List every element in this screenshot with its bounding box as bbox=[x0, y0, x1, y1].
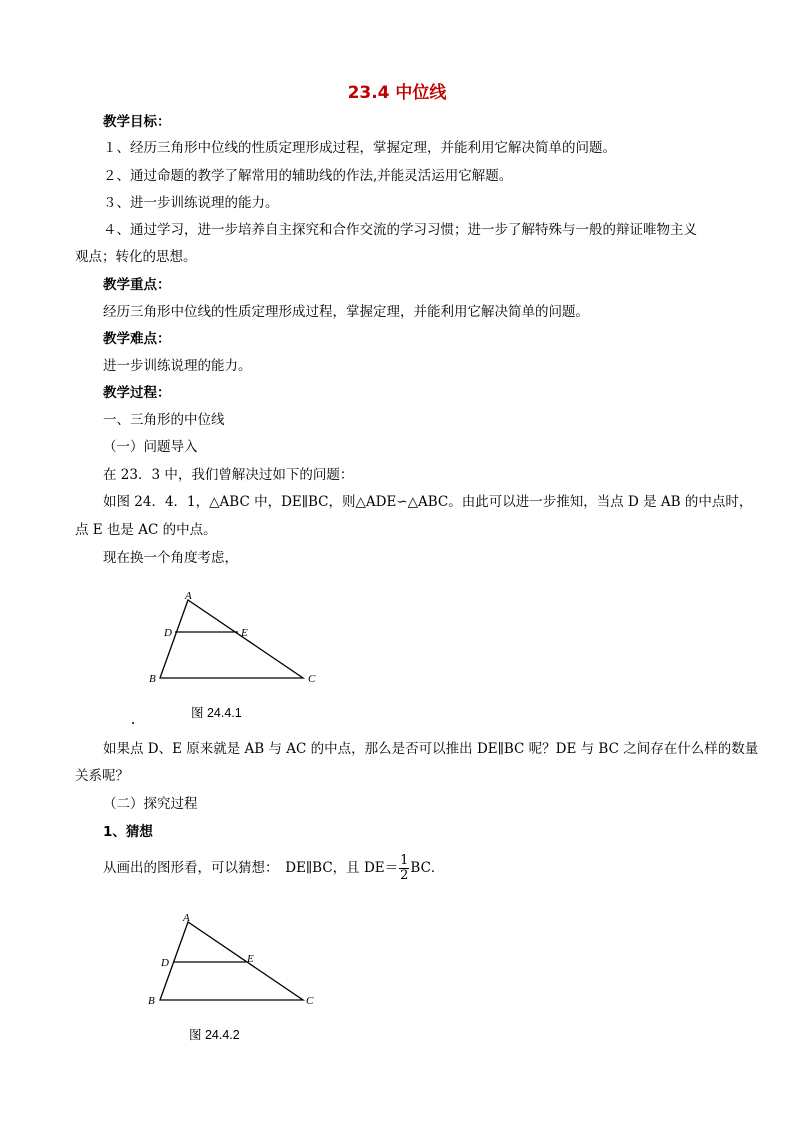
conjecture-suffix: BC． bbox=[410, 860, 445, 876]
key-heading: 教学重点： bbox=[103, 277, 171, 293]
label-d-2: D bbox=[161, 957, 169, 969]
figure-2-caption: 图 24.4.2 bbox=[189, 1028, 240, 1042]
difficulty-text: 进一步训练说理的能力。 bbox=[103, 358, 252, 374]
fraction-one-half bbox=[399, 854, 409, 883]
step-1-heading: 1、猜想 bbox=[103, 824, 153, 840]
subsection-2-heading: （二）探究过程 bbox=[103, 796, 198, 812]
paragraph-4-line-1: 如果点 D、E 原来就是 AB 与 AC 的中点，那么是否可以推出 DE∥BC 呢？DE 与 BC 之间存在什么样的数量 bbox=[103, 741, 759, 757]
stray-mark bbox=[132, 722, 134, 724]
paragraph-1: 在 23．3 中，我们曾解决过如下的问题： bbox=[103, 467, 354, 483]
section-1-heading: 一、三角形的中位线 bbox=[103, 412, 225, 428]
paragraph-2-line-1: 如图 24．4．1，△ABC 中，DE∥BC，则△ADE∽△ABC。由此可以进一步推知，当点 D 是 AB 的中点时， bbox=[103, 494, 753, 510]
page-title: 23.4 中位线 bbox=[347, 83, 447, 103]
fraction-numerator: 1 bbox=[400, 853, 409, 868]
objective-1: １、经历三角形中位线的性质定理形成过程，掌握定理，并能利用它解决简单的问题。 bbox=[103, 140, 616, 156]
subsection-1-heading: （一）问题导入 bbox=[103, 439, 198, 455]
objective-4: ４、通过学习，进一步培养自主探究和合作交流的学习习惯；进一步了解特殊与一般的辩证唯物主义 bbox=[103, 222, 697, 238]
difficulty-heading: 教学难点： bbox=[103, 331, 171, 347]
objective-4-continued: 观点；转化的思想。 bbox=[75, 249, 197, 265]
label-a: A bbox=[185, 590, 192, 602]
fraction-denominator: 2 bbox=[400, 868, 409, 883]
triangle-abc bbox=[160, 600, 303, 678]
figure-1-caption: 图 24.4.1 bbox=[191, 706, 242, 720]
label-b-2: B bbox=[148, 995, 155, 1007]
conjecture-line bbox=[103, 850, 444, 886]
process-heading: 教学过程： bbox=[103, 385, 171, 401]
label-c: C bbox=[308, 673, 316, 685]
label-d: D bbox=[164, 627, 172, 639]
objective-3: ３、进一步训练说理的能力。 bbox=[103, 195, 279, 211]
label-e-2: E bbox=[247, 953, 254, 965]
objective-2: ２、通过命题的教学了解常用的辅助线的作法,并能灵活运用它解题。 bbox=[103, 168, 513, 184]
label-a-2: A bbox=[183, 912, 190, 924]
paragraph-4-line-2: 关系呢？ bbox=[75, 768, 129, 784]
label-e: E bbox=[241, 627, 248, 639]
triangle-figure-2 bbox=[140, 907, 330, 1017]
label-b: B bbox=[149, 673, 156, 685]
paragraph-2-line-2: 点 E 也是 AC 的中点。 bbox=[75, 522, 217, 538]
objectives-heading: 教学目标： bbox=[103, 114, 171, 130]
conjecture-prefix: 从画出的图形看，可以猜想： DE∥BC，且 DE＝ bbox=[103, 860, 399, 876]
triangle-figure-1 bbox=[140, 585, 330, 695]
key-text: 经历三角形中位线的性质定理形成过程，掌握定理，并能利用它解决简单的问题。 bbox=[103, 304, 589, 320]
label-c-2: C bbox=[306, 995, 314, 1007]
triangle-abc-2 bbox=[160, 922, 303, 1000]
paragraph-3: 现在换一个角度考虑， bbox=[103, 550, 238, 566]
